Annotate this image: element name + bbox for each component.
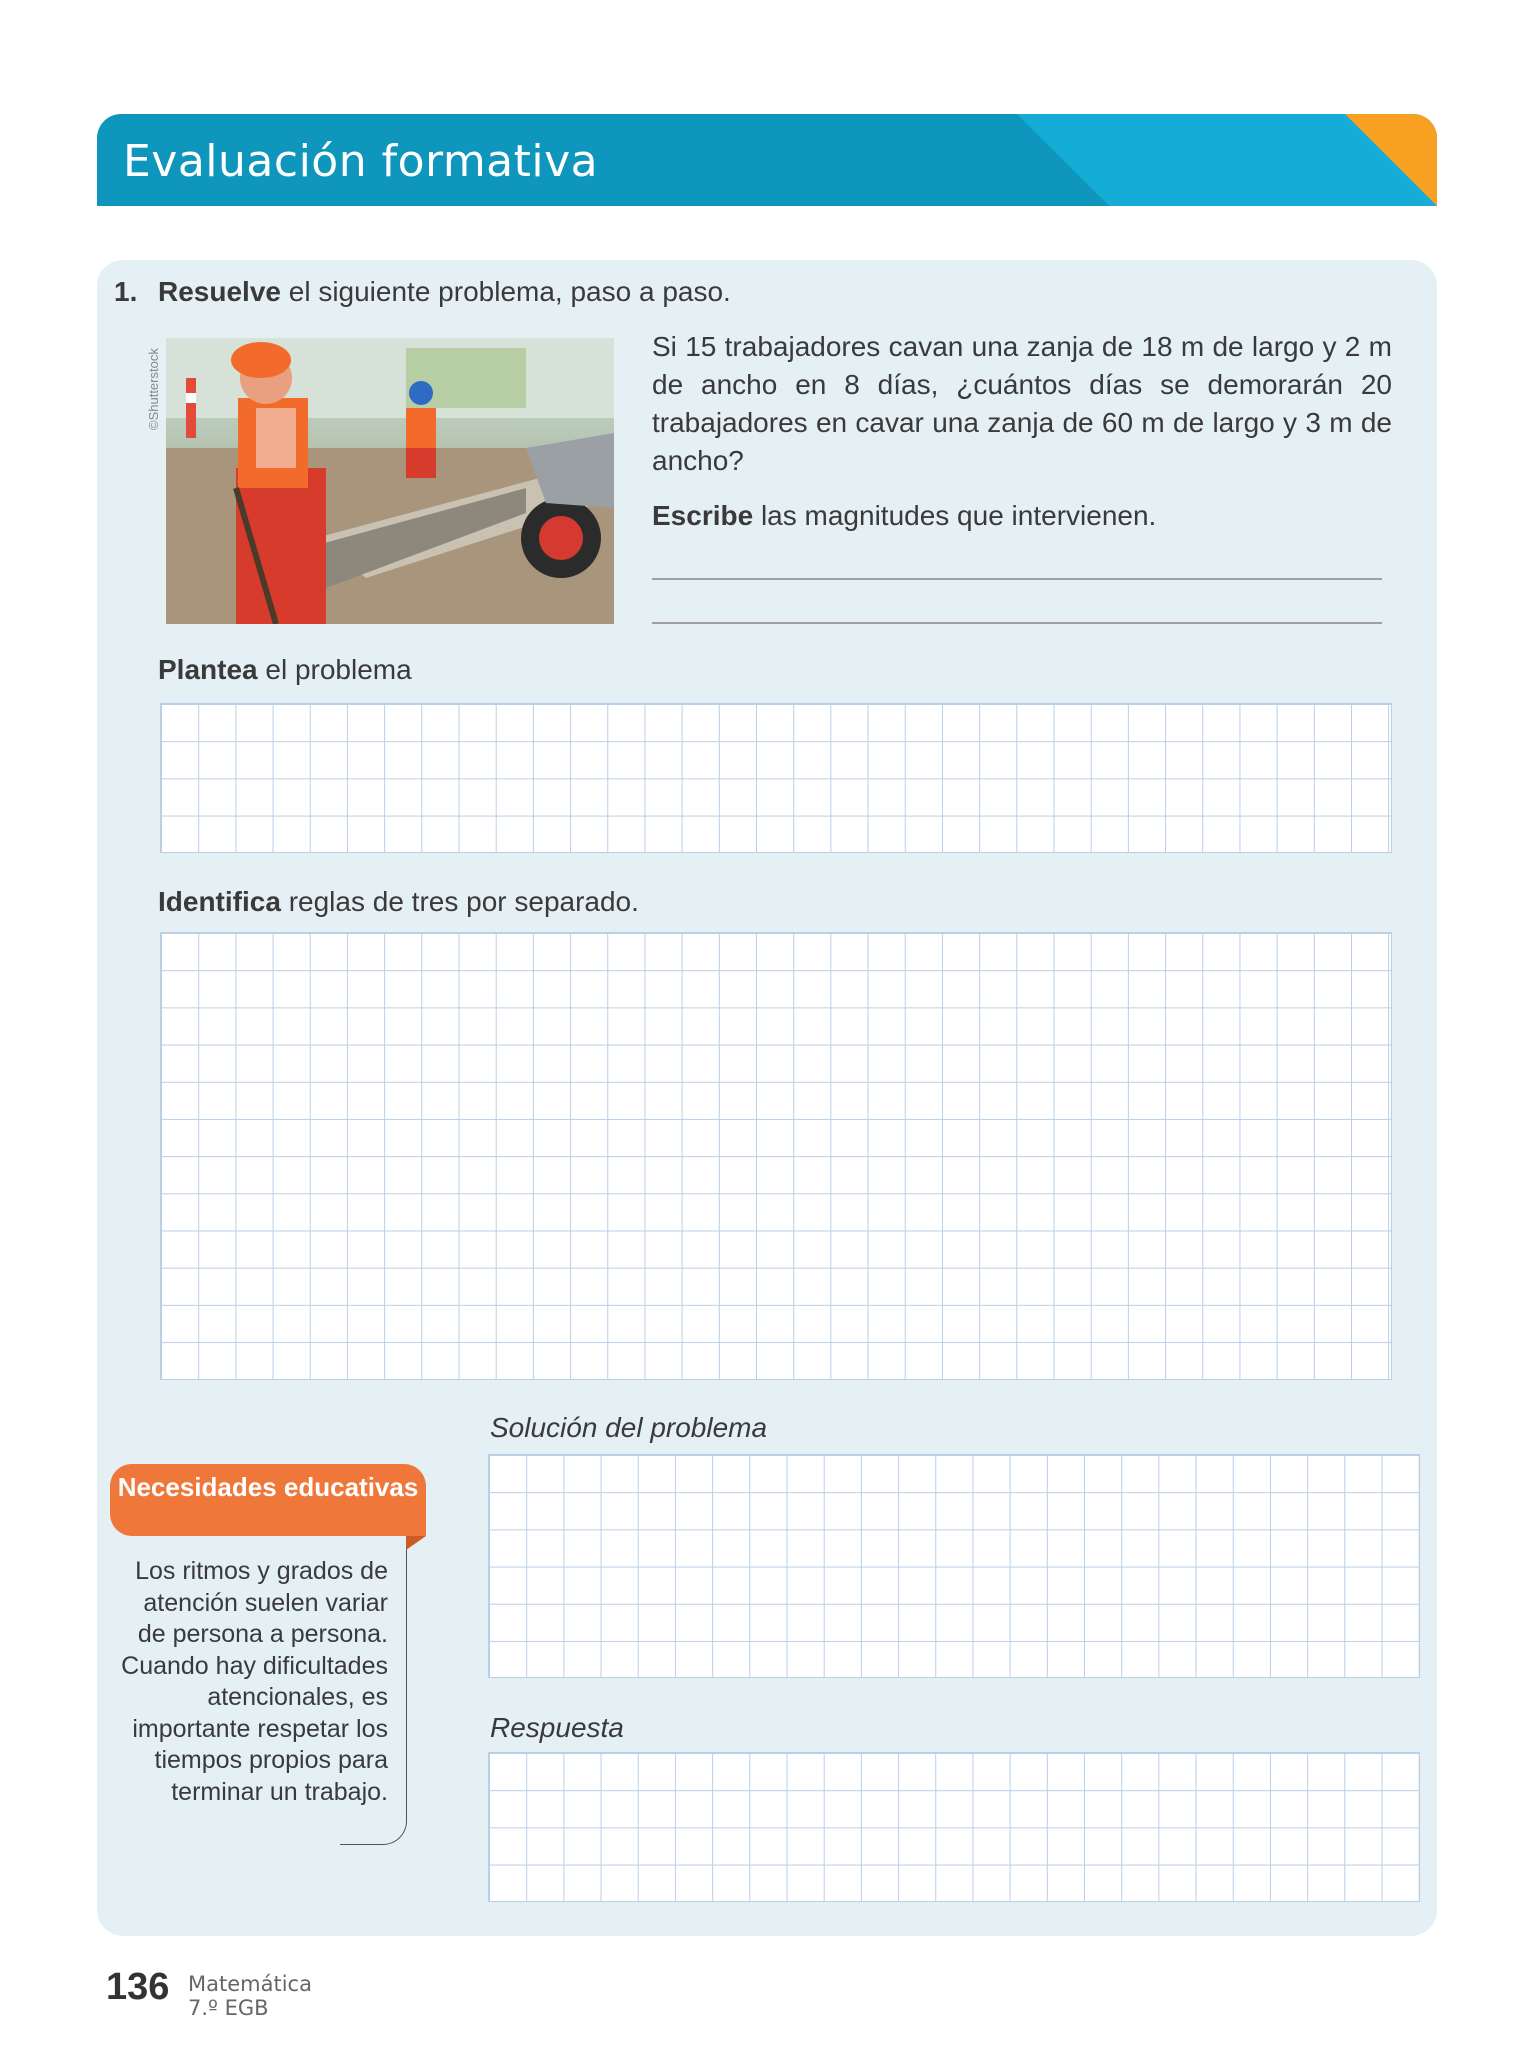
respuesta-grid[interactable] (488, 1752, 1420, 1902)
question-verb: Resuelve (158, 276, 281, 307)
section-header (97, 114, 1437, 206)
escribe-instruction (652, 500, 1156, 532)
plantea-rest: el problema (257, 654, 412, 685)
construction-workers-illustration (166, 338, 614, 624)
question-number: 1. (114, 276, 138, 307)
workers-photo (166, 338, 614, 624)
identifica-label (158, 886, 639, 918)
plantea-verb: Plantea (158, 654, 258, 685)
photo-credit: ©Shutterstock (146, 348, 161, 430)
solucion-label: Solución del problema (490, 1412, 768, 1443)
identifica-grid[interactable] (160, 932, 1392, 1380)
plantea-grid[interactable] (160, 703, 1392, 853)
identifica-verb: Identifica (158, 886, 281, 917)
problem-statement: Si 15 trabajadores cavan una zanja de 18 m de largo y 2 m de ancho en 8 días, ¿cuántos días se demorarán 20 trabajadores en cavar una zanja de 60 m de largo y 3 m de ancho? (652, 331, 1392, 476)
sidebar-title: Necesidades educativas (110, 1464, 426, 1536)
solucion-grid[interactable] (488, 1454, 1420, 1678)
question-instruction (158, 276, 731, 308)
escribe-verb: Escribe (652, 500, 754, 531)
escribe-rest: las magnitudes que intervienen. (753, 500, 1157, 531)
footer-subject: Matemática (188, 1972, 312, 1996)
plantea-label (158, 654, 412, 686)
question-rest: el siguiente problema, paso a paso. (280, 276, 731, 307)
footer-grade: 7.º EGB (188, 1996, 269, 2020)
sidebar-text: Los ritmos y grados de atención suelen variar de persona a persona. Cuando hay dificultades atencionales, es importante respetar los tiempos propios para terminar un trabajo. (121, 1557, 388, 1806)
page-number: 136 (106, 1966, 170, 2008)
answer-line[interactable] (652, 578, 1382, 580)
respuesta-label: Respuesta (490, 1712, 624, 1743)
answer-line[interactable] (652, 622, 1382, 624)
dua-subtitle: Acción y expresión (1040, 50, 1280, 80)
identifica-rest: reglas de tres por separado. (280, 886, 639, 917)
page-title: Evaluación formativa (123, 136, 599, 187)
dua-title: DUA (1127, 14, 1193, 47)
